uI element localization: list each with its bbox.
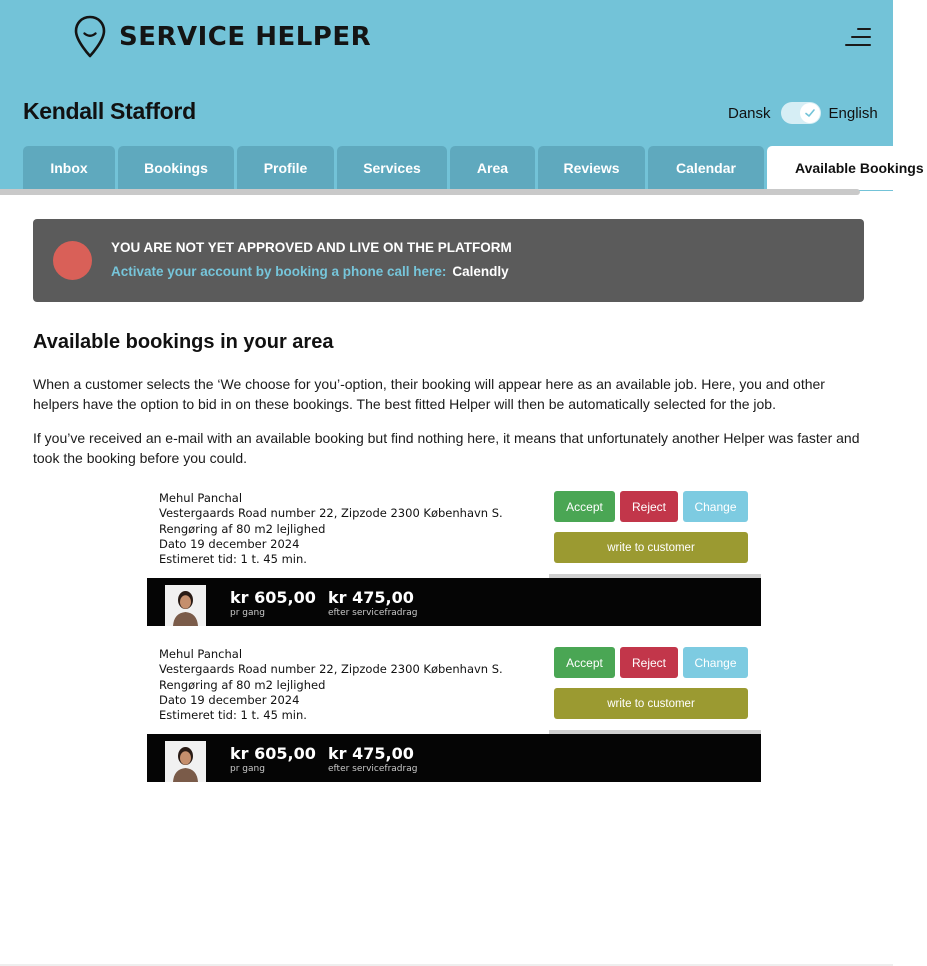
tab-available-bookings[interactable]: Available Bookings: [767, 146, 927, 190]
booking-address: Vestergaards Road number 22, Zipzode 2300 København S.: [159, 506, 503, 521]
alert-title: YOU ARE NOT YET APPROVED AND LIVE ON THE PLATFORM: [111, 240, 512, 255]
alert-subtitle: [111, 264, 509, 279]
toggle-knob: [800, 103, 820, 123]
hamburger-menu-icon[interactable]: [845, 25, 871, 49]
check-icon: [804, 107, 816, 119]
booking-details: [159, 491, 503, 567]
tab-area[interactable]: Area: [450, 146, 535, 190]
change-button[interactable]: Change: [683, 647, 748, 678]
price: kr 605,00: [230, 588, 316, 607]
language-label-english[interactable]: English: [828, 104, 878, 122]
booking-estimate: Estimeret tid: 1 t. 45 min.: [159, 552, 307, 567]
customer-photo: [165, 741, 206, 782]
write-to-customer-button[interactable]: write to customer: [554, 688, 748, 719]
booking-task: Rengøring af 80 m2 lejlighed: [159, 677, 326, 692]
person-avatar-icon: [165, 741, 206, 782]
tab-reviews[interactable]: Reviews: [538, 146, 645, 190]
booking-details: [159, 647, 503, 723]
tab-bar: [23, 146, 924, 190]
tab-bookings[interactable]: Bookings: [118, 146, 234, 190]
section-paragraph-1: When a customer selects the ‘We choose for you’-option, their booking will appear here as an available job. Here, you and other helpers have the option to bid in on these bookings. The best fitted Helper will then be automatically selected for the job.: [33, 376, 825, 412]
accept-button[interactable]: Accept: [554, 491, 615, 522]
status-dot-icon: [53, 241, 92, 280]
booking-customer: Mehul Panchal: [159, 647, 243, 661]
approval-alert: [33, 219, 864, 302]
change-button[interactable]: Change: [683, 491, 748, 522]
brand-name: SERVICE HELPER: [119, 22, 372, 52]
booking-date: Dato 19 december 2024: [159, 692, 300, 707]
booking-date: Dato 19 december 2024: [159, 536, 300, 551]
header: [0, 0, 924, 191]
tab-underline: [0, 189, 860, 195]
tab-services[interactable]: Services: [337, 146, 447, 190]
reject-button[interactable]: Reject: [620, 647, 678, 678]
language-switch: [728, 100, 878, 126]
booking-estimate: Estimeret tid: 1 t. 45 min.: [159, 708, 307, 723]
price-strip: [147, 734, 761, 782]
alert-subtitle-text: Activate your account by booking a phone call here:: [111, 264, 447, 279]
language-label-dansk[interactable]: Dansk: [728, 104, 771, 122]
section-paragraph-2: If you’ve received an e-mail with an available booking but find nothing here, it means that unfortunately another Helper was faster and took the booking before you could.: [33, 430, 860, 466]
accept-button[interactable]: Accept: [554, 647, 615, 678]
language-toggle[interactable]: [781, 102, 821, 124]
calendly-link[interactable]: Calendly: [452, 264, 509, 279]
write-to-customer-button[interactable]: write to customer: [554, 532, 748, 563]
customer-photo: [165, 585, 206, 626]
location-pin-icon: [73, 14, 107, 60]
price-strip: [147, 578, 761, 626]
price-after-caption: efter servicefradrag: [328, 764, 418, 774]
price-after-caption: efter servicefradrag: [328, 608, 418, 618]
price-caption: pr gang: [230, 608, 265, 618]
price: kr 605,00: [230, 744, 316, 763]
brand-logo[interactable]: [73, 14, 371, 60]
section-title: Available bookings in your area: [33, 331, 334, 353]
tab-calendar[interactable]: Calendar: [648, 146, 764, 190]
tab-inbox[interactable]: Inbox: [23, 146, 115, 190]
booking-address: Vestergaards Road number 22, Zipzode 2300 København S.: [159, 662, 503, 677]
price-caption: pr gang: [230, 764, 265, 774]
reject-button[interactable]: Reject: [620, 491, 678, 522]
price-after-deduction: kr 475,00: [328, 588, 414, 607]
booking-task: Rengøring af 80 m2 lejlighed: [159, 521, 326, 536]
person-avatar-icon: [165, 585, 206, 626]
booking-card: [147, 478, 761, 626]
price-after-deduction: kr 475,00: [328, 744, 414, 763]
tab-profile[interactable]: Profile: [237, 146, 334, 190]
booking-customer: Mehul Panchal: [159, 491, 243, 505]
user-name: Kendall Stafford: [23, 98, 196, 124]
booking-card: [147, 634, 761, 782]
